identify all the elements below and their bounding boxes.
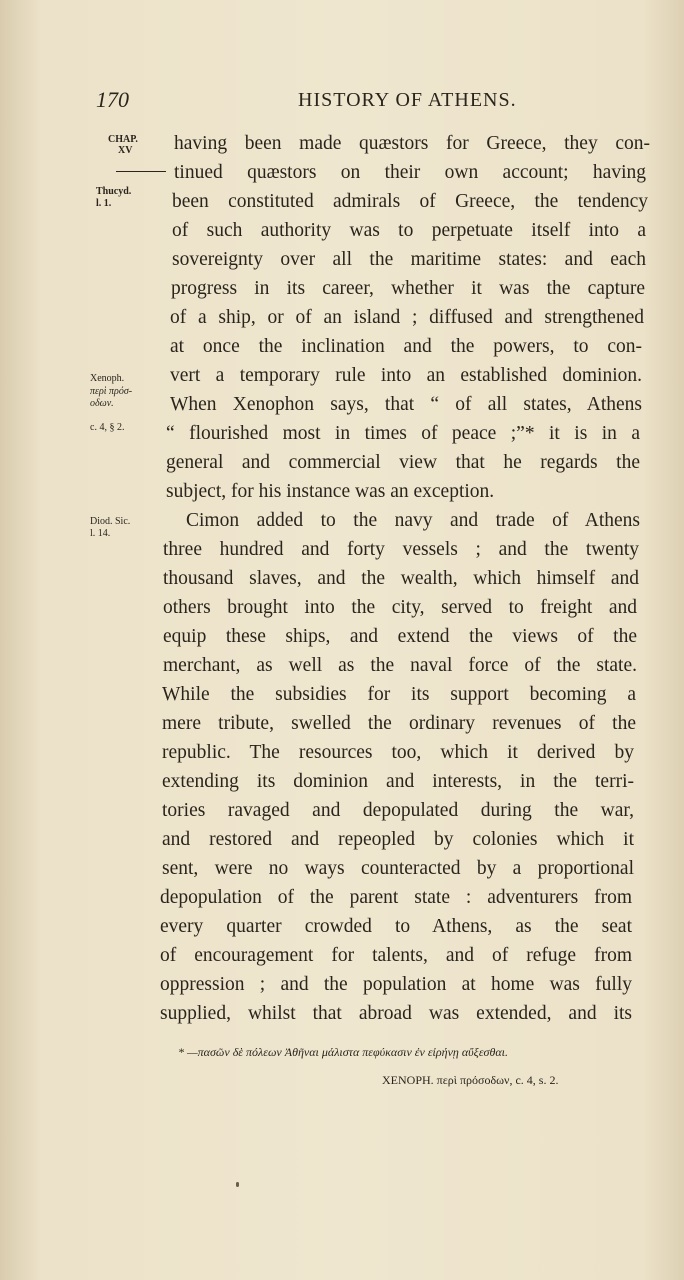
footnote-citation: XENOPH. περὶ πρόσοδων, c. 4, s. 2. xyxy=(382,1073,559,1087)
text-line: “ flourished most in times of peace ;”* it is in a xyxy=(166,423,640,444)
text-line: of a ship, or of an island ; diffused and strengthened xyxy=(170,307,644,328)
text-line: been constituted admirals of Greece, the tendency xyxy=(172,191,648,212)
text-line: every quarter crowded to Athens, as the seat xyxy=(160,916,632,937)
text-line: tories ravaged and depopulated during the war, xyxy=(162,800,634,821)
margin-note-chapter-number: XV xyxy=(118,145,133,156)
text-line: While the subsidies for its support becoming a xyxy=(162,684,636,705)
margin-note-xenophon-section: c. 4, § 2. xyxy=(90,422,125,433)
text-line: republic. The resources too, which it derived by xyxy=(162,742,634,763)
text-line: oppression ; and the population at home was fully xyxy=(160,974,632,995)
text-line: of such authority was to perpetuate itself into a xyxy=(172,220,646,241)
text-line: tinued quæstors on their own account; having xyxy=(174,162,646,183)
page-header xyxy=(0,0,684,120)
margin-note-thucydides: Thucyd. xyxy=(96,186,132,197)
margin-note-xenophon: Xenoph. xyxy=(90,373,125,384)
text-line: at once the inclination and the powers, to con- xyxy=(170,336,642,357)
text-line: and restored and repeopled by colonies which it xyxy=(162,829,634,850)
text-line: subject, for his instance was an exception. xyxy=(166,481,495,502)
running-head: HISTORY OF ATHENS. xyxy=(298,89,517,111)
margin-note-diodorus-book: l. 14. xyxy=(90,528,111,539)
margin-note-diodorus: Diod. Sic. xyxy=(90,516,131,527)
margin-note-chapter: CHAP. xyxy=(108,134,138,145)
text-line: sovereignty over all the maritime states: and each xyxy=(172,249,646,270)
page-number: 170 xyxy=(96,87,129,112)
margin-note-xenophon-title: περὶ πρόσ- xyxy=(90,386,133,397)
text-line: sent, were no ways counteracted by a proportional xyxy=(162,858,634,879)
text-line: thousand slaves, and the wealth, which himself and xyxy=(163,568,639,589)
text-line: having been made quæstors for Greece, they con- xyxy=(174,133,650,154)
text-line: vert a temporary rule into an established dominion. xyxy=(170,365,642,386)
text-line: depopulation of the parent state : adventurers from xyxy=(160,887,632,908)
text-line: Cimon added to the navy and trade of Athens xyxy=(186,510,640,531)
text-line: mere tribute, swelled the ordinary revenues of the xyxy=(162,713,636,734)
text-line: extending its dominion and interests, in the terri- xyxy=(162,771,634,792)
margin-note-thucydides-book: l. 1. xyxy=(96,198,112,209)
text-line: others brought into the city, served to freight and xyxy=(163,597,637,618)
text-line: merchant, as well as the naval force of the state. xyxy=(163,655,637,676)
ink-speck xyxy=(236,1182,239,1187)
margin-note-xenophon-title-cont: οδων. xyxy=(90,398,114,409)
text-line: three hundred and forty vessels ; and the twenty xyxy=(163,539,639,560)
text-line: general and commercial view that he regards the xyxy=(166,452,640,473)
footnote-greek-quote: * —πασῶν δὲ πόλεων Ἀθῆναι μάλιστα πεφύκασιν ἐν εἰρήνῃ αὔξεσθαι. xyxy=(178,1045,508,1059)
text-line: equip these ships, and extend the views of the xyxy=(163,626,637,647)
text-line: progress in its career, whether it was the capture xyxy=(171,278,645,299)
chapter-rule xyxy=(116,171,166,172)
text-line: supplied, whilst that abroad was extended, and its xyxy=(160,1003,632,1024)
text-line: of encouragement for talents, and of refuge from xyxy=(160,945,632,966)
text-line: When Xenophon says, that “ of all states, Athens xyxy=(170,394,642,415)
